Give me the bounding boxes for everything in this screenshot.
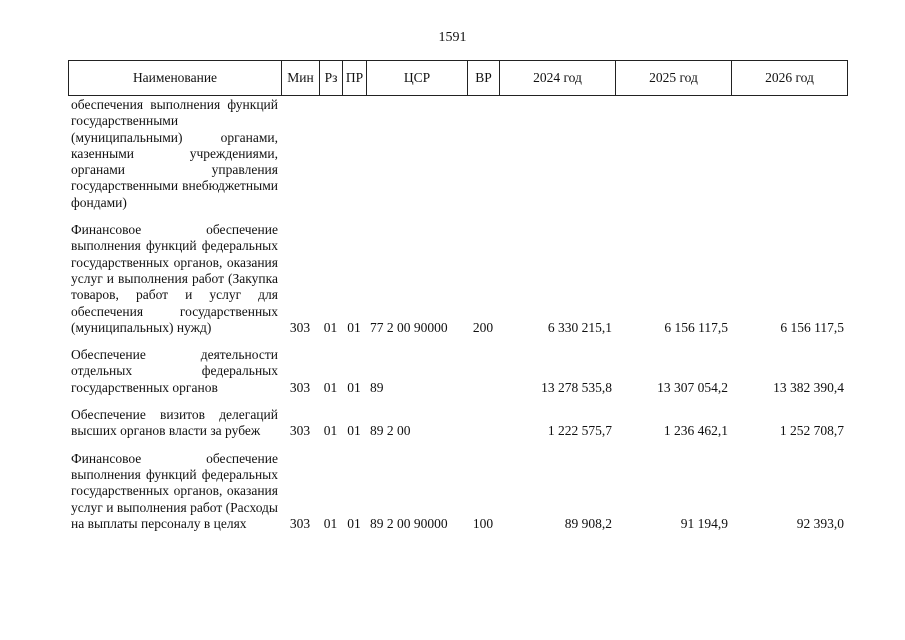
row-2024: 1 222 575,7: [547, 423, 612, 439]
budget-table-body: [68, 97, 847, 532]
row-name: Обеспечение визитов делегаций высших органов власти за рубеж: [71, 407, 278, 439]
row-2026: 13 382 390,4: [773, 379, 844, 395]
row-min: 303: [289, 319, 311, 335]
row-name: обеспечения выполнения функций государственными (муниципальными) органами, казенными учреждениями, органами управления государственными внебюджетными фондами): [71, 97, 278, 210]
table-row: [68, 407, 847, 440]
row-min: 303: [289, 423, 311, 439]
row-2024: 13 278 535,8: [541, 379, 612, 395]
row-pr: 01: [347, 319, 361, 335]
row-pr: 01: [347, 379, 361, 395]
row-2025: [615, 97, 731, 211]
row-2024: 6 330 215,1: [547, 319, 612, 335]
column-header-name: Наименование: [69, 61, 282, 96]
row-2025: 1 236 462,1: [663, 423, 728, 439]
table-header: [68, 60, 848, 96]
table-row: [68, 347, 847, 396]
row-rz: 01: [323, 515, 338, 531]
row-vr: [467, 347, 499, 396]
row-name: Финансовое обеспечение выполнения функций федеральных государственных органов, оказания услуг и выполнения работ (Закупка товаров, работ и услуг для обеспечения государственных (муниципальных) нужд): [71, 222, 278, 335]
row-spacer: [68, 396, 847, 407]
table-row: [68, 97, 847, 211]
row-min: 303: [289, 379, 311, 395]
row-csr: 89 2 00: [370, 423, 411, 439]
row-2026: 92 393,0: [796, 515, 844, 531]
table-row: [68, 222, 847, 336]
row-vr: 200: [472, 319, 494, 335]
row-spacer: [68, 211, 847, 222]
row-rz: 01: [323, 379, 338, 395]
row-rz: 01: [323, 319, 338, 335]
row-vr: [467, 407, 499, 440]
column-header-csr: ЦСР: [367, 61, 468, 96]
row-pr: [342, 97, 366, 211]
column-header-2024: 2024 год: [500, 61, 616, 96]
row-2026: 6 156 117,5: [780, 319, 844, 335]
row-2025: 91 194,9: [680, 515, 728, 531]
row-min: 303: [289, 515, 311, 531]
row-spacer: [68, 336, 847, 347]
row-2025: 13 307 054,2: [657, 379, 728, 395]
row-name: Финансовое обеспечение выполнения функций федеральных государственных органов, оказания услуг и выполнения работ (Расходы на выплаты персоналу в целях: [71, 450, 278, 531]
row-2024: 89 908,2: [564, 515, 612, 531]
row-2024: [499, 97, 615, 211]
row-csr: 89: [370, 379, 384, 395]
row-csr: 89 2 00 90000: [370, 515, 448, 531]
column-header-rz: Рз: [320, 61, 343, 96]
column-header-min: Мин: [282, 61, 320, 96]
page-number: 1591: [438, 30, 467, 45]
row-spacer: [68, 440, 847, 451]
row-min: [281, 97, 319, 211]
row-2026: [731, 97, 847, 211]
column-header-2026: 2026 год: [732, 61, 848, 96]
row-rz: [319, 97, 342, 211]
row-name: Обеспечение деятельности отдельных федеральных государственных органов: [71, 347, 278, 395]
row-pr: 01: [347, 423, 361, 439]
row-vr: [467, 97, 499, 211]
row-2026: 1 252 708,7: [779, 423, 844, 439]
column-header-2025: 2025 год: [616, 61, 732, 96]
row-csr: [366, 97, 467, 211]
row-rz: 01: [323, 423, 338, 439]
row-csr: 77 2 00 90000: [370, 319, 448, 335]
column-header-pr: ПР: [343, 61, 367, 96]
column-header-vr: ВР: [468, 61, 500, 96]
row-pr: 01: [347, 515, 361, 531]
row-2025: 6 156 117,5: [664, 319, 728, 335]
table-row: [68, 451, 847, 532]
row-vr: 100: [472, 515, 494, 531]
